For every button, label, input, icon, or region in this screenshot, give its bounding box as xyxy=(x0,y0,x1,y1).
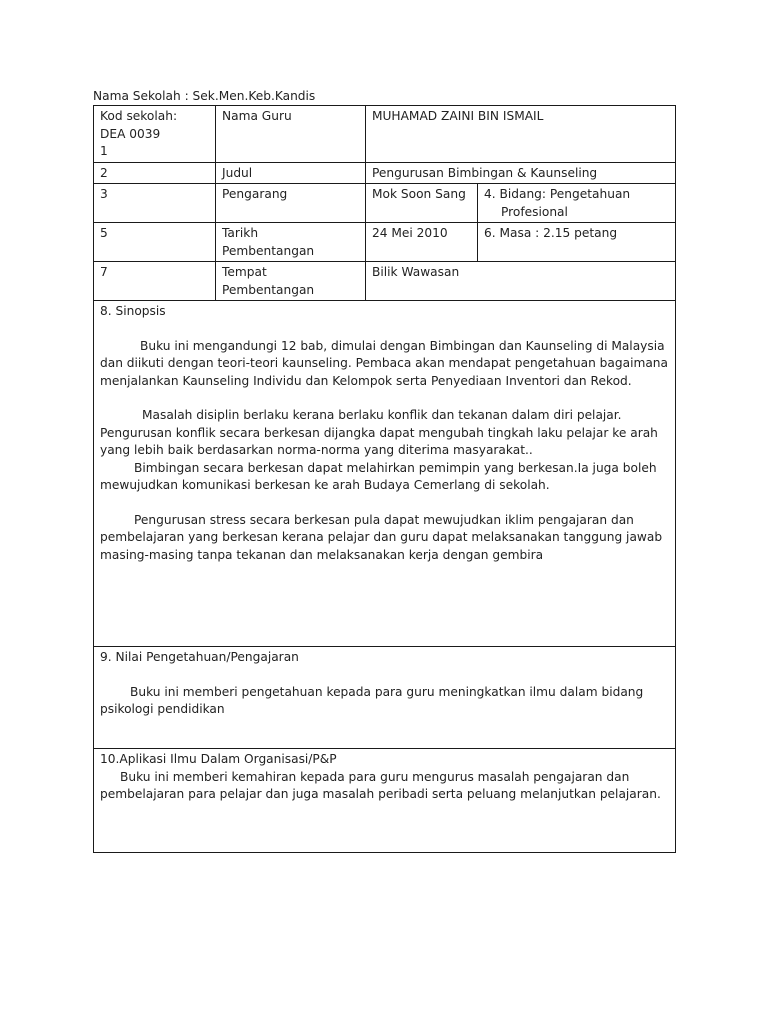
knowledge-value-paragraph: Buku ini memberi pengetahuan kepada para guru meningkatkan ilmu dalam bidang psikologi pendidikan xyxy=(100,684,644,716)
application-heading: 10.Aplikasi Ilmu Dalam Organisasi/P&P xyxy=(100,752,337,766)
synopsis-paragraph-1: Buku ini mengandungi 12 bab, dimulai dengan Bimbingan dan Kaunseling di Malaysia dan diikuti dengan teori-teori kaunseling. Pembaca akan mendapat pengetahuan bagaimana menjalankan Kaunseling Individu dan Kelompok serta Penyediaan Inventori dan Rekod. xyxy=(100,338,668,388)
title-value: Pengurusan Bimbingan & Kaunseling xyxy=(366,162,676,184)
knowledge-value-section xyxy=(94,647,676,749)
date-label-line-1: Tarikh xyxy=(222,226,259,240)
info-row-venue xyxy=(94,262,676,301)
field-label: 4. Bidang: Pengetahuan xyxy=(484,187,631,201)
date-label-line-2: Pembentangan xyxy=(222,243,315,258)
synopsis-cell xyxy=(94,301,676,647)
application-cell xyxy=(94,749,676,853)
knowledge-value-cell xyxy=(94,647,676,749)
school-name: Nama Sekolah : Sek.Men.Keb.Kandis xyxy=(93,89,316,103)
teacher-name-label: Nama Guru xyxy=(216,106,366,163)
venue-label-line-2: Pembentangan xyxy=(222,282,315,297)
school-code-cell xyxy=(94,106,216,163)
field-cell xyxy=(478,184,676,223)
knowledge-value-heading: 9. Nilai Pengetahuan/Pengajaran xyxy=(100,650,299,664)
title-label: Judul xyxy=(216,162,366,184)
date-label-cell xyxy=(216,223,366,262)
synopsis-paragraph-2: Masalah disiplin berlaku kerana berlaku konflik dan tekanan dalam diri pelajar. Pengurusan konflik secara berkesan dijangka dapat mengubah tingkah laku pelajar ke arah yang lebih baik berdasarkan norma-norma yang diterima masyarakat.. xyxy=(100,408,658,457)
application-section xyxy=(94,749,676,853)
info-row-title xyxy=(94,162,676,184)
synopsis-paragraph-4: Pengurusan stress secara berkesan pula dapat mewujudkan iklim pengajaran dan pembelajaran yang berkesan kerana pelajar dan guru dapat melaksanakan tanggung jawab masing-masing tanpa tekanan dan melaksanakan kerja dengan gembira xyxy=(100,512,663,562)
venue-label-cell xyxy=(216,262,366,301)
row-number-7: 7 xyxy=(94,262,216,301)
info-row-author xyxy=(94,184,676,223)
synopsis-section xyxy=(94,301,676,647)
field-value: Profesional xyxy=(501,204,568,219)
author-value: Mok Soon Sang xyxy=(366,184,478,223)
synopsis-paragraph-3: Bimbingan secara berkesan dapat melahirkan pemimpin yang berkesan.Ia juga boleh mewujudkan komunikasi berkesan ke arah Budaya Cemerlang di sekolah. xyxy=(100,460,657,492)
row-number-2: 2 xyxy=(94,162,216,184)
row-number-1: 1 xyxy=(100,144,108,158)
info-row-school-code xyxy=(94,106,676,163)
venue-value: Bilik Wawasan xyxy=(366,262,676,301)
synopsis-heading: 8. Sinopsis xyxy=(100,304,166,318)
row-number-3: 3 xyxy=(94,184,216,223)
teacher-name-value: MUHAMAD ZAINI BIN ISMAIL xyxy=(366,106,676,163)
date-value: 24 Mei 2010 xyxy=(366,223,478,262)
row-number-5: 5 xyxy=(94,223,216,262)
info-table xyxy=(93,105,676,853)
school-code-label: Kod sekolah: xyxy=(100,109,178,123)
school-code-value: DEA 0039 xyxy=(100,126,161,141)
time-value: 6. Masa : 2.15 petang xyxy=(478,223,676,262)
author-label: Pengarang xyxy=(216,184,366,223)
info-row-date xyxy=(94,223,676,262)
venue-label-line-1: Tempat xyxy=(222,265,267,279)
application-paragraph: Buku ini memberi kemahiran kepada para guru mengurus masalah pengajaran dan pembelajaran para pelajar dan juga masalah peribadi serta peluang melanjutkan pelajaran. xyxy=(100,769,661,801)
